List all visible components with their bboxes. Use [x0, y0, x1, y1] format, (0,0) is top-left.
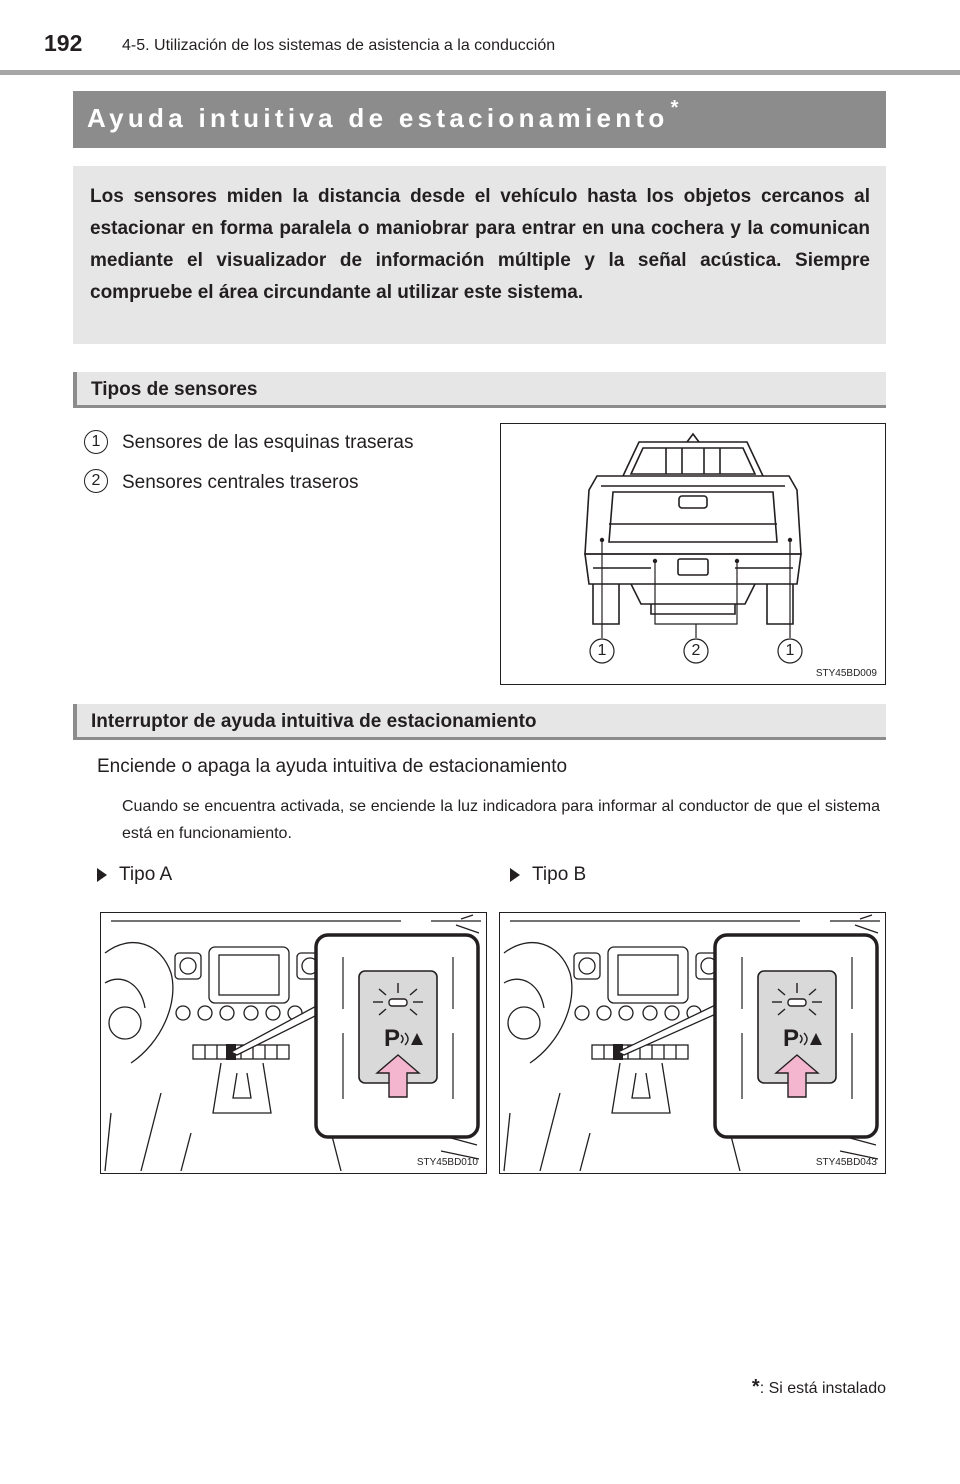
figure-callout-1: 1 — [785, 642, 795, 659]
figure-code: STY45BD043 — [815, 1157, 877, 1168]
page-title-text: Ayuda intuitiva de estacionamiento — [87, 103, 669, 133]
callout-number-2: 2 — [84, 469, 108, 493]
dashboard-illustration — [101, 913, 486, 1173]
type-a-label-text: Tipo A — [119, 864, 173, 885]
header-rule — [0, 70, 960, 75]
section-title: Interruptor de ayuda intuitiva de estacionamiento — [91, 711, 537, 732]
triangle-bullet-icon — [510, 868, 520, 882]
type-b-label — [510, 864, 586, 886]
switch-description: Enciende o apaga la ayuda intuitiva de estacionamiento — [97, 756, 568, 777]
svg-text:P: P — [384, 1025, 401, 1052]
callout-number-1: 1 — [84, 430, 108, 454]
running-head: 4-5. Utilización de los sistemas de asistencia a la conducción — [122, 37, 556, 54]
section-title: Tipos de sensores — [91, 379, 258, 400]
section-heading-sensor-types — [73, 372, 886, 408]
dashboard-illustration — [500, 913, 885, 1173]
footnote-text: : Si está instalado — [759, 1380, 886, 1397]
page-title — [87, 97, 683, 134]
dashboard-figure-type-a — [100, 912, 487, 1174]
footnote — [752, 1376, 886, 1399]
sensor-item-label: Sensores de las esquinas traseras — [122, 432, 414, 453]
type-a-label — [97, 864, 172, 886]
svg-text:P: P — [783, 1025, 800, 1052]
figure-callout-1: 1 — [597, 642, 607, 659]
intro-text: Los sensores miden la distancia desde el vehículo hasta los objetos cercanos al estacionar en forma paralela o maniobrar para entrar en una cochera y la comunican mediante el visualizador de información múltiple y la señal acústica. Siempre compruebe el área circundante al utilizar este sistema. — [90, 186, 870, 303]
triangle-bullet-icon — [97, 868, 107, 882]
figure-code: STY45BD009 — [815, 668, 877, 679]
truck-rear-figure — [500, 423, 886, 685]
title-band — [73, 91, 886, 148]
figure-callout-2: 2 — [691, 642, 701, 659]
figure-code: STY45BD010 — [416, 1157, 478, 1168]
switch-note: Cuando se encuentra activada, se enciende la luz indicadora para informar al conductor de que el sistema está en funcionamiento. — [122, 798, 880, 842]
footnote-asterisk: * — [751, 1376, 760, 1398]
type-b-label-text: Tipo B — [532, 864, 587, 885]
intro-box — [73, 166, 886, 344]
sensor-item-label: Sensores centrales traseros — [122, 472, 359, 493]
section-heading-switch — [73, 704, 886, 740]
page-number: 192 — [44, 30, 83, 56]
title-asterisk: * — [670, 97, 683, 119]
dashboard-figure-type-b — [499, 912, 886, 1174]
